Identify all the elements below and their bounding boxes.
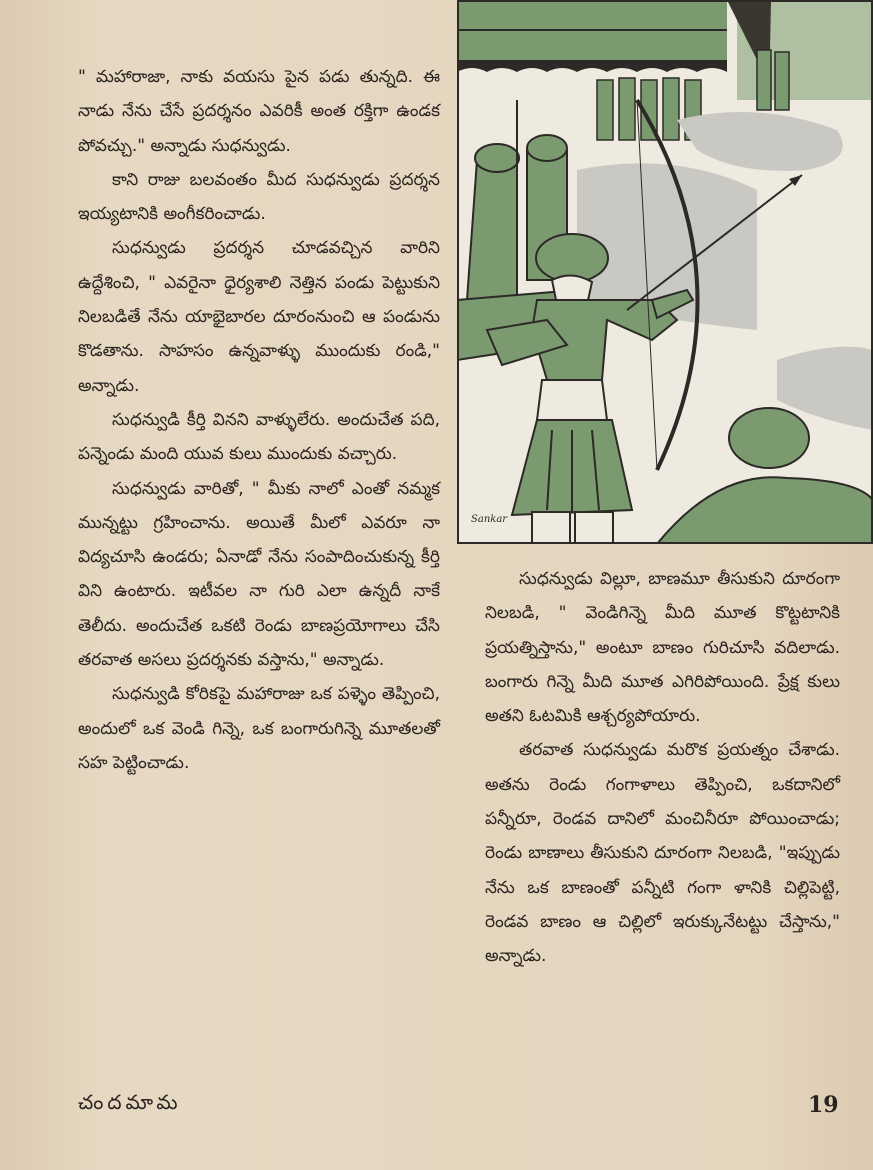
page-number: 19 <box>808 1092 839 1118</box>
paragraph: సుధన్వుడు ప్రదర్శన చూడవచ్చిన వారిని ఉద్దేశించి, " ఎవరైనా ధైర్యశాలి నెత్తిన పండు పెట్టుకుని నిలబడితే నేను యాభైబారల దూరంనుంచి ఆ పండును కొడతాను. సాహసం ఉన్నవాళ్ళు ముందుకు రండి," అన్నాడు. <box>78 238 440 396</box>
archer-illustration <box>457 0 873 544</box>
left-text-column <box>78 60 440 780</box>
paragraph: సుధన్వుడు విల్లూ, బాణమూ తీసుకుని దూరంగా నిలబడి, " వెండిగిన్నె మీది మూత కొట్టటానికి ప్రయత్నిస్తాను," అంటూ బాణం గురిచూసి వదిలాడు. బంగారు గిన్నె మీది మూత ఎగిరిపోయింది. ప్రేక్ష కులు అతని ఓటమికి ఆశ్చర్యపోయారు. <box>485 569 840 727</box>
paragraph: కాని రాజు బలవంతం మీద సుధన్వుడు ప్రదర్శన ఇయ్యటానికి అంగీకరించాడు. <box>78 169 440 225</box>
paragraph: " మహారాజా, నాకు వయసు పైన పడు తున్నది. ఈ నాడు నేను చేసే ప్రదర్శనం ఎవరికీ అంత రక్తిగా ఉండక పోవచ్చు." అన్నాడు సుధన్వుడు. <box>78 67 440 156</box>
paragraph: సుధన్వుడి కోరికపై మహారాజు ఒక పళ్ళెం తెప్పించి, అందులో ఒక వెండి గిన్నె, ఒక బంగారుగిన్నె మూతలతో సహ పెట్టించాడు. <box>78 684 440 773</box>
illustrator-signature: Sankar <box>471 514 508 525</box>
paragraph: సుధన్వుడి కీర్తి వినని వాళ్ళులేరు. అందుచేత పది, పన్నెండు మంది యువ కులు ముందుకు వచ్చారు. <box>78 409 440 465</box>
paragraph: తరవాత సుధన్వుడు మరొక ప్రయత్నం చేశాడు. అతను రెండు గంగాళాలు తెప్పించి, ఒకదానిలో పన్నీరూ, రెండవ దానిలో మంచినీరూ పోయించాడు; రెండు బాణాలు తీసుకుని దూరంగా నిలబడి, "ఇప్పుడు నేను ఒక బాణంతో పన్నీటి గంగా ళానికి చిల్లిపెట్టి, రెండవ బాణం ఆ చిల్లిలో ఇరుక్కునేటట్టు చేస్తాను," అన్నాడు. <box>485 740 840 967</box>
paragraph: సుధన్వుడు వారితో, " మీకు నాలో ఎంతో నమ్మక మున్నట్టు గ్రహించాను. అయితే మీలో ఎవరూ నా విద్యచూసి ఉండరు; ఏనాడో నేను సంపాదించుకున్న కీర్తి విని ఉంటారు. ఇటీవల నా గురి ఎలా ఉన్నదీ నాకే తెలీదు. అందుచేత ఒకటి రెండు బాణప్రయోగాలు చేసి తరవాత అసలు ప్రదర్శనకు వస్తాను," అన్నాడు. <box>78 478 440 671</box>
right-text-column <box>485 562 840 974</box>
magazine-name: చందమామ <box>78 1090 182 1114</box>
